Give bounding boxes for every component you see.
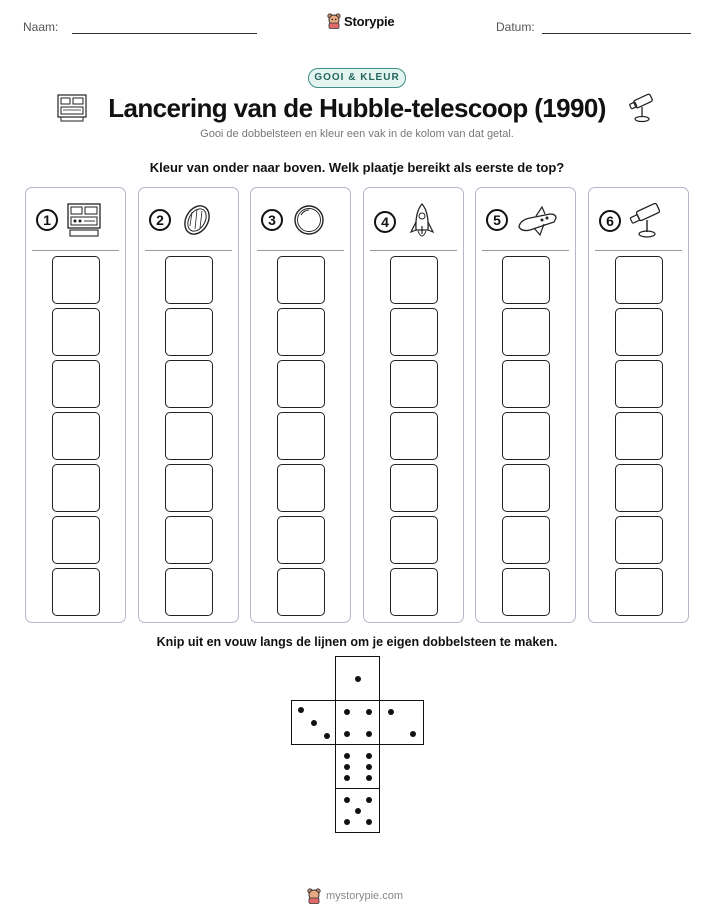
column-divider: [257, 250, 344, 251]
color-box[interactable]: [502, 256, 550, 304]
die-pip: [298, 707, 304, 713]
color-box[interactable]: [390, 412, 438, 460]
activity-badge: GOOI & KLEUR: [308, 68, 406, 88]
column-3: [250, 187, 351, 623]
die-pip: [355, 676, 361, 682]
die-pip: [366, 764, 372, 770]
die-pip: [344, 731, 350, 737]
color-box[interactable]: [502, 308, 550, 356]
color-box[interactable]: [165, 464, 213, 512]
die-pip: [366, 731, 372, 737]
color-box[interactable]: [277, 568, 325, 616]
color-box[interactable]: [165, 360, 213, 408]
color-box[interactable]: [502, 516, 550, 564]
color-box[interactable]: [165, 256, 213, 304]
color-box[interactable]: [52, 308, 100, 356]
column-2: [138, 187, 239, 623]
die-face-3: [291, 700, 336, 745]
die-pip: [344, 764, 350, 770]
color-box[interactable]: [277, 516, 325, 564]
color-box[interactable]: [615, 412, 663, 460]
date-label: Datum:: [496, 20, 535, 34]
color-box[interactable]: [165, 308, 213, 356]
color-box[interactable]: [615, 256, 663, 304]
column-number: 5: [486, 209, 508, 231]
die-pip: [366, 819, 372, 825]
name-line[interactable]: [72, 33, 257, 34]
color-box[interactable]: [52, 516, 100, 564]
lens-icon: [291, 202, 327, 238]
page-subtitle: Gooi de dobbelsteen en kleur een vak in de kolom van dat getal.: [200, 128, 514, 140]
color-box[interactable]: [165, 412, 213, 460]
footer: [307, 888, 403, 904]
color-box[interactable]: [390, 256, 438, 304]
die-pip: [344, 775, 350, 781]
color-box[interactable]: [52, 464, 100, 512]
die-instruction: Knip uit en vouw langs de lijnen om je eigen dobbelsteen te maken.: [156, 635, 558, 649]
die-face-4: [335, 700, 380, 745]
die-pip: [344, 797, 350, 803]
die-pip: [324, 733, 330, 739]
die-pip: [410, 731, 416, 737]
die-pip: [344, 819, 350, 825]
column-divider: [145, 250, 232, 251]
color-box[interactable]: [52, 360, 100, 408]
page-title: Lancering van de Hubble-telescoop (1990): [108, 93, 606, 123]
column-number: 2: [149, 209, 171, 231]
column-4: [363, 187, 464, 623]
die-pip: [366, 775, 372, 781]
name-label: Naam:: [23, 20, 59, 34]
brand-logo: [327, 13, 394, 29]
column-divider: [370, 250, 457, 251]
telescope-icon: [629, 202, 665, 240]
column-number: 1: [36, 209, 58, 231]
column-1: [25, 187, 126, 623]
color-box[interactable]: [165, 516, 213, 564]
color-box[interactable]: [615, 568, 663, 616]
color-box[interactable]: [615, 516, 663, 564]
color-box[interactable]: [390, 360, 438, 408]
color-box[interactable]: [390, 464, 438, 512]
color-box[interactable]: [390, 308, 438, 356]
color-box[interactable]: [390, 516, 438, 564]
die-pip: [366, 709, 372, 715]
mirror-icon: [179, 202, 215, 238]
rocket-icon: [404, 202, 440, 242]
color-box[interactable]: [277, 412, 325, 460]
die-face-2: [379, 700, 424, 745]
column-number: 4: [374, 211, 396, 233]
die-face-1: [335, 656, 380, 701]
die-pip: [344, 753, 350, 759]
color-box[interactable]: [277, 256, 325, 304]
color-box[interactable]: [615, 308, 663, 356]
color-box[interactable]: [52, 568, 100, 616]
color-box[interactable]: [52, 412, 100, 460]
column-5: [475, 187, 576, 623]
color-box[interactable]: [615, 360, 663, 408]
column-divider: [482, 250, 569, 251]
column-number: 6: [599, 210, 621, 232]
color-box[interactable]: [165, 568, 213, 616]
bear-icon: [307, 888, 321, 904]
color-box[interactable]: [615, 464, 663, 512]
footer-url: mystorypie.com: [326, 890, 404, 902]
color-box[interactable]: [52, 256, 100, 304]
die-pip: [366, 797, 372, 803]
die-pip: [355, 808, 361, 814]
color-box[interactable]: [502, 412, 550, 460]
color-box[interactable]: [390, 568, 438, 616]
column-divider: [32, 250, 119, 251]
die-face-6: [335, 744, 380, 789]
color-box[interactable]: [277, 308, 325, 356]
coloring-instruction: Kleur van onder naar boven. Welk plaatje bereikt als eerste de top?: [149, 160, 565, 175]
space-shuttle-icon: [516, 202, 558, 238]
column-divider: [595, 250, 682, 251]
date-line[interactable]: [542, 33, 691, 34]
die-pip: [311, 720, 317, 726]
brand-name: Storypie: [344, 13, 395, 29]
column-6: [588, 187, 689, 623]
color-box[interactable]: [277, 360, 325, 408]
bear-icon: [327, 13, 341, 29]
color-box[interactable]: [502, 568, 550, 616]
die-pip: [366, 753, 372, 759]
die-face-5: [335, 788, 380, 833]
color-box[interactable]: [277, 464, 325, 512]
control-panel-icon: [66, 202, 102, 238]
column-number: 3: [261, 209, 283, 231]
die-pip: [388, 709, 394, 715]
die-pip: [344, 709, 350, 715]
color-box[interactable]: [502, 360, 550, 408]
color-box[interactable]: [502, 464, 550, 512]
